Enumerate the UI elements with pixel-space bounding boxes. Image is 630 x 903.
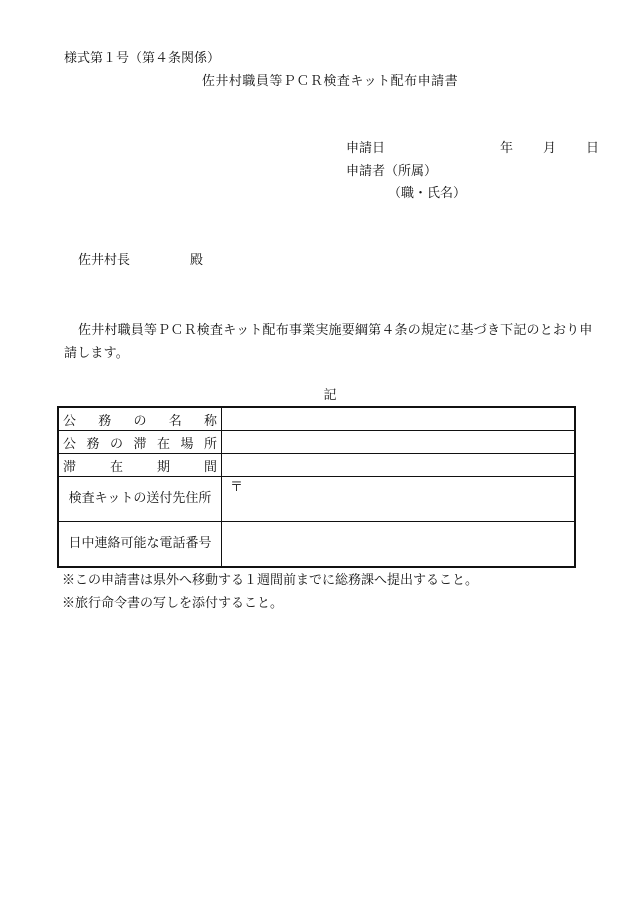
table-row: [58, 454, 575, 477]
table-row: [58, 477, 575, 522]
application-info-table: [57, 406, 576, 568]
ki-label: 記: [323, 388, 337, 403]
form-number: 様式第１号（第４条関係）: [64, 51, 221, 66]
body-paragraph: 佐井村職員等ＰＣＲ検査キット配布事業実施要綱第４条の規定に基づき下記のとおり申請します。: [64, 323, 593, 361]
table-row: [58, 407, 575, 431]
note-attach-travel-order: ※旅行命令書の写しを添付すること。: [62, 596, 284, 611]
kit-delivery-address-field[interactable]: 〒: [222, 477, 576, 522]
stay-period-label: 滞在期間: [58, 454, 222, 477]
table-row: [58, 431, 575, 454]
applicant-name-label: （職・氏名）: [388, 186, 467, 201]
kit-delivery-address-label: 検査キットの送付先住所: [58, 477, 222, 522]
addressee-honorific: 殿: [190, 253, 204, 268]
day-label: 日: [586, 141, 600, 156]
addressee-name: 佐井村長: [78, 253, 131, 268]
month-label: 月: [543, 141, 557, 156]
official-business-name-field[interactable]: [222, 407, 576, 431]
stay-location-label: 公務の滞在場所: [58, 431, 222, 454]
stay-period-field[interactable]: [222, 454, 576, 477]
note-submission-deadline: ※この申請書は県外へ移動する１週間前までに総務課へ提出すること。: [62, 573, 479, 588]
table-row: [58, 522, 575, 568]
document-title: 佐井村職員等ＰＣＲ検査キット配布申請書: [201, 74, 459, 89]
application-date-label: 申請日: [346, 141, 386, 156]
applicant-affiliation-label: 申請者（所属）: [346, 164, 438, 179]
daytime-phone-label: 日中連絡可能な電話番号: [58, 522, 222, 568]
year-label: 年: [500, 141, 514, 156]
official-business-name-label: 公務の名称: [58, 407, 222, 431]
daytime-phone-field[interactable]: [222, 522, 576, 568]
stay-location-field[interactable]: [222, 431, 576, 454]
